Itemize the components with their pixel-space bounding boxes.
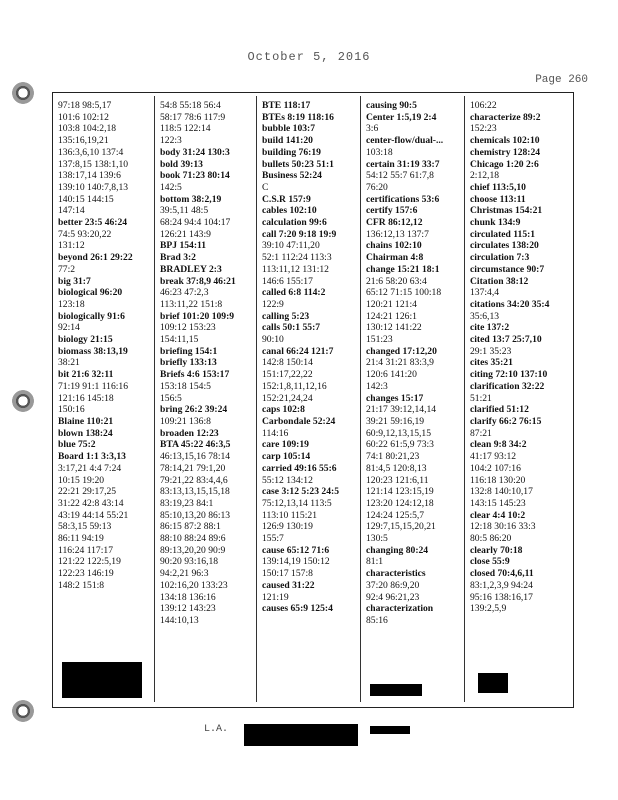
index-line: 39:5,11 48:5: [160, 205, 209, 217]
index-line: 85:10,13,20 86:13: [160, 509, 231, 521]
index-line: 21:4 31:21 83:3,9: [366, 357, 434, 369]
index-line: 113:11,12 131:12: [262, 263, 329, 275]
index-line: 65:12 71:15 100:18: [366, 287, 442, 299]
index-line: 21:6 58:20 63:4: [366, 275, 427, 287]
index-line: C: [262, 181, 269, 193]
index-line: 43:19 44:14 55:21: [58, 509, 129, 521]
index-line: Business 52:24: [262, 170, 322, 182]
index-line: 155:7: [262, 533, 284, 545]
index-line: 97:18 98:5,17: [58, 100, 112, 111]
index-line: 151:17,22,22: [262, 369, 313, 381]
index-line: chunk 134:9: [470, 217, 521, 229]
index-line: 118:5 122:14: [160, 123, 211, 135]
index-line: briefly 133:13: [160, 357, 217, 369]
index-line: 58:3,15 59:13: [58, 521, 112, 533]
index-line: chief 113:5,10: [470, 181, 526, 193]
index-line: 101:6 102:12: [58, 111, 109, 123]
index-line: BTEs 8:19 118:16: [262, 111, 334, 123]
index-line: 58:17 78:6 117:9: [160, 111, 226, 123]
index-line: briefing 154:1: [160, 345, 218, 357]
index-line: 123:20 124:12,18: [366, 497, 434, 509]
index-line: body 31:24 130:3: [160, 146, 230, 158]
index-line: 76:20: [366, 181, 388, 193]
index-line: 139:14,19 150:12: [262, 556, 330, 568]
index-line: 39:10 47:11,20: [262, 240, 320, 252]
index-line: big 31:7: [58, 275, 91, 287]
index-line: 137:4,4: [470, 287, 500, 299]
index-line: Center 1:5,19 2:4: [366, 111, 437, 123]
header-date: October 5, 2016: [247, 50, 371, 64]
index-line: closed 70:4,6,11: [470, 568, 534, 580]
index-line: caps 102:8: [262, 404, 305, 416]
index-line: change 15:21 18:1: [366, 263, 440, 275]
index-line: 142:5: [160, 181, 182, 193]
index-line: CFR 86:12,12: [366, 217, 423, 229]
index-line: 137:8,15 138:1,10: [58, 158, 129, 170]
redaction-box: [370, 684, 422, 696]
index-line: 140:15 144:15: [58, 193, 114, 205]
index-line: 114:16: [262, 427, 289, 439]
index-line: 83:19,23 84:1: [160, 497, 214, 509]
index-line: Brad 3:2: [160, 252, 196, 264]
index-line: 124:24 125:5,7: [366, 509, 425, 521]
index-line: certifications 53:6: [366, 193, 440, 205]
index-line: 116:18 130:20: [470, 474, 526, 486]
index-line: Board 1:1 3:3,13: [58, 451, 126, 463]
index-line: chains 102:10: [366, 240, 422, 252]
index-line: 71:19 91:1 116:16: [58, 380, 128, 392]
index-line: 21:17 39:12,14,14: [366, 404, 437, 416]
index-line: 90:10: [262, 334, 284, 346]
index-line: biology 21:15: [58, 334, 113, 346]
punch-hole-middle: [12, 390, 34, 412]
index-line: characteristics: [366, 568, 426, 580]
redaction-box: [370, 726, 410, 734]
index-line: center-flow/dual-...: [366, 135, 444, 147]
index-line: 85:16: [366, 614, 388, 626]
index-line: 130:5: [366, 533, 388, 545]
index-line: 126:9 130:19: [262, 521, 313, 533]
index-line: 148:2 151:8: [58, 579, 105, 591]
index-line: Citation 38:12: [470, 275, 529, 287]
index-line: 142:3: [366, 380, 388, 392]
index-line: 52:1 112:24 113:3: [262, 252, 332, 264]
index-line: circulates 138:20: [470, 240, 539, 252]
index-line: close 55:9: [470, 556, 510, 568]
index-line: 113:10 115:21: [262, 509, 317, 521]
index-line: C.S.R 157:9: [262, 193, 311, 205]
index-line: 150:16: [58, 404, 85, 416]
index-line: caused 31:22: [262, 579, 315, 591]
index-line: clean 9:8 34:2: [470, 439, 527, 451]
index-line: 142:8 150:14: [262, 357, 313, 369]
index-line: 121:14 123:15,19: [366, 486, 434, 498]
index-line: 10:15 19:20: [58, 474, 105, 486]
index-line: BTE 118:17: [262, 100, 311, 111]
index-line: cause 65:12 71:6: [262, 544, 330, 556]
index-line: 122:23 146:19: [58, 568, 114, 580]
index-line: 2:12,18: [470, 170, 500, 182]
index-line: causing 90:5: [366, 100, 417, 111]
index-line: 94:2,21 96:3: [160, 568, 209, 580]
index-line: 3:6: [366, 123, 379, 135]
index-line: 153:18 154:5: [160, 380, 211, 392]
index-line: 156:5: [160, 392, 182, 404]
index-line: 152:23: [470, 123, 497, 135]
index-line: 39:21 59:16,19: [366, 415, 425, 427]
index-line: cite 137:2: [470, 322, 510, 334]
index-line: 130:12 141:22: [366, 322, 422, 334]
index-line: 144:10,13: [160, 614, 199, 626]
index-line: 86:15 87:2 88:1: [160, 521, 221, 533]
index-line: 83:13,13,15,15,18: [160, 486, 230, 498]
index-line: broaden 12:23: [160, 427, 219, 439]
index-line: clearly 70:18: [470, 544, 523, 556]
index-line: 37:20 86:9,20: [366, 579, 420, 591]
redaction-box: [62, 662, 142, 698]
index-line: 124:21 126:1: [366, 310, 417, 322]
index-line: 129:7,15,15,20,21: [366, 521, 436, 533]
index-line: 74:1 80:21,23: [366, 451, 420, 463]
index-line: 143:15 145:23: [470, 497, 526, 509]
index-line: 83:1,2,3,9 94:24: [470, 579, 533, 591]
index-line: BPJ 154:11: [160, 240, 207, 252]
index-line: calculation 99:6: [262, 217, 327, 229]
index-line: 151:23: [366, 334, 393, 346]
index-line: 136:12,13 137:7: [366, 228, 429, 240]
index-line: bottom 38:2,19: [160, 193, 222, 205]
index-line: 139:12 143:23: [160, 603, 216, 615]
index-line: clarified 51:12: [470, 404, 529, 416]
index-line: 38:21: [58, 357, 80, 369]
index-line: 77:2: [58, 263, 76, 275]
column-divider: [256, 96, 257, 702]
index-line: circumstance 90:7: [470, 263, 545, 275]
index-line: 132:8 140:10,17: [470, 486, 533, 498]
index-line: brief 101:20 109:9: [160, 310, 235, 322]
index-line: bubble 103:7: [262, 123, 316, 135]
index-line: care 109:19: [262, 439, 309, 451]
index-line: citations 34:20 35:4: [470, 298, 550, 310]
index-line: cites 35:21: [470, 357, 513, 369]
index-line: 121:16 145:18: [58, 392, 114, 404]
index-line: Blaine 110:21: [58, 415, 114, 427]
index-line: 146:6 155:17: [262, 275, 313, 287]
index-line: bit 21:6 32:11: [58, 369, 114, 381]
index-line: 126:21 143:9: [160, 228, 211, 240]
index-line: 92:4 96:21,23: [366, 591, 420, 603]
index-line: certain 31:19 33:7: [366, 158, 440, 170]
index-line: chemistry 128:24: [470, 146, 541, 158]
index-line: case 3:12 5:23 24:5: [262, 486, 339, 498]
index-column-3: [262, 100, 358, 704]
index-line: 121:22 122:5,19: [58, 556, 121, 568]
index-line: 60:9,12,13,15,15: [366, 427, 432, 439]
punch-hole-bottom: [12, 700, 34, 722]
index-line: 46:13,15,16 78:14: [160, 451, 231, 463]
index-column-5: [470, 100, 570, 704]
index-column-2: [160, 100, 254, 704]
index-line: 138:17,14 139:6: [58, 170, 121, 182]
index-line: 87:21: [470, 427, 492, 439]
index-line: 75:12,13,14 113:5: [262, 497, 332, 509]
index-line: 46:23 47:2,3: [160, 287, 209, 299]
index-line: 120:6 141:20: [366, 369, 417, 381]
index-line: 95:16 138:16,17: [470, 591, 533, 603]
index-line: circulated 115:1: [470, 228, 536, 240]
index-line: 102:16,20 133:23: [160, 579, 228, 591]
index-line: building 76:19: [262, 146, 321, 158]
index-line: clear 4:4 10:2: [470, 509, 526, 521]
index-line: calling 5:23: [262, 310, 310, 322]
index-line: 113:11,22 151:8: [160, 298, 223, 310]
index-line: Chairman 4:8: [366, 252, 424, 264]
index-line: biomass 38:13,19: [58, 345, 128, 357]
index-line: 29:1 35:23: [470, 345, 512, 357]
index-line: blue 75:2: [58, 439, 96, 451]
index-line: 88:10 88:24 89:6: [160, 533, 226, 545]
index-line: break 37:8,9 46:21: [160, 275, 236, 287]
index-line: 80:5 86:20: [470, 533, 512, 545]
index-line: 109:12 153:23: [160, 322, 216, 334]
index-line: 35:6,13: [470, 310, 500, 322]
index-line: 51:21: [470, 392, 492, 404]
index-line: 120:21 121:4: [366, 298, 417, 310]
index-line: bold 39:13: [160, 158, 203, 170]
index-line: biological 96:20: [58, 287, 123, 299]
index-line: 55:12 134:12: [262, 474, 313, 486]
index-line: 120:23 121:6,11: [366, 474, 429, 486]
index-line: 89:13,20,20 90:9: [160, 544, 226, 556]
index-line: 103:8 104:2,18: [58, 123, 117, 135]
index-line: 154:11,15: [160, 334, 199, 346]
index-column-4: [366, 100, 462, 704]
index-line: changed 17:12,20: [366, 345, 437, 357]
index-line: 81:1: [366, 556, 384, 568]
index-line: 147:14: [58, 205, 85, 217]
index-line: canal 66:24 121:7: [262, 345, 334, 357]
index-line: causes 65:9 125:4: [262, 603, 333, 615]
index-line: 150:17 157:8: [262, 568, 313, 580]
index-line: characterization: [366, 603, 434, 615]
index-line: cables 102:10: [262, 205, 317, 217]
index-line: 109:21 136:8: [160, 415, 211, 427]
index-line: 116:24 117:17: [58, 544, 113, 556]
index-line: 60:22 61:5,9 73:3: [366, 439, 434, 451]
index-line: 3:17,21 4:4 7:24: [58, 462, 122, 474]
index-line: BTA 45:22 46:3,5: [160, 439, 231, 451]
column-divider: [154, 96, 155, 702]
index-line: 103:18: [366, 146, 393, 158]
index-line: 12:18 30:16 33:3: [470, 521, 536, 533]
index-line: 134:18 136:16: [160, 591, 216, 603]
index-line: 152:1,8,11,12,16: [262, 380, 327, 392]
index-line: 123:18: [58, 298, 85, 310]
index-line: 79:21,22 83:4,4,6: [160, 474, 228, 486]
index-line: 54:8 55:18 56:4: [160, 100, 221, 111]
index-line: 136:3,6,10 137:4: [58, 146, 124, 158]
column-divider: [360, 96, 361, 702]
header-page-number: Page 260: [535, 74, 588, 86]
index-line: changes 15:17: [366, 392, 424, 404]
column-divider: [464, 96, 465, 702]
index-line: 54:12 55:7 61:7,8: [366, 170, 434, 182]
index-line: Carbondale 52:24: [262, 415, 336, 427]
index-line: called 6:8 114:2: [262, 287, 326, 299]
index-line: 41:17 93:12: [470, 451, 517, 463]
redaction-box: [478, 673, 508, 693]
index-line: clarification 32:22: [470, 380, 545, 392]
index-line: 22:21 29:17,25: [58, 486, 117, 498]
index-line: 68:24 94:4 104:17: [160, 217, 231, 229]
index-line: 139:2,5,9: [470, 603, 507, 615]
index-line: biologically 91:6: [58, 310, 125, 322]
index-line: 106:22: [470, 100, 497, 111]
footer-mark: L.A.: [204, 724, 229, 735]
index-line: 121:19: [262, 591, 289, 603]
index-line: 131:12: [58, 240, 85, 252]
index-line: characterize 89:2: [470, 111, 541, 123]
index-line: Chicago 1:20 2:6: [470, 158, 539, 170]
index-line: 90:20 93:16,18: [160, 556, 219, 568]
index-line: carried 49:16 55:6: [262, 462, 337, 474]
index-line: 135:16,19,21: [58, 135, 109, 147]
index-line: carp 105:14: [262, 451, 311, 463]
index-line: clarify 66:2 76:15: [470, 415, 542, 427]
index-line: 104:2 107:16: [470, 462, 521, 474]
index-line: 86:11 94:19: [58, 533, 104, 545]
index-line: bring 26:2 39:24: [160, 404, 228, 416]
index-line: call 7:20 9:18 19:9: [262, 228, 337, 240]
punch-hole-top: [12, 82, 34, 104]
index-line: calls 50:1 55:7: [262, 322, 321, 334]
index-line: Christmas 154:21: [470, 205, 543, 217]
index-line: cited 13:7 25:7,10: [470, 334, 542, 346]
index-line: changing 80:24: [366, 544, 429, 556]
index-line: circulation 7:3: [470, 252, 530, 264]
index-line: book 71:23 80:14: [160, 170, 230, 182]
index-line: certify 157:6: [366, 205, 418, 217]
index-line: 152:21,24,24: [262, 392, 313, 404]
index-line: 74:5 93:20,22: [58, 228, 112, 240]
index-line: better 23:5 46:24: [58, 217, 128, 229]
index-line: 92:14: [58, 322, 80, 334]
index-line: citing 72:10 137:10: [470, 369, 548, 381]
index-line: build 141:20: [262, 135, 313, 147]
index-line: 122:3: [160, 135, 182, 147]
index-line: chemicals 102:10: [470, 135, 540, 147]
index-line: blown 138:24: [58, 427, 113, 439]
index-line: beyond 26:1 29:22: [58, 252, 133, 264]
index-line: BRADLEY 2:3: [160, 263, 222, 275]
index-line: Briefs 4:6 153:17: [160, 369, 230, 381]
index-line: choose 113:11: [470, 193, 526, 205]
index-line: 122:9: [262, 298, 284, 310]
index-column-1: [58, 100, 152, 704]
redaction-box: [244, 724, 358, 746]
index-line: 81:4,5 120:8,13: [366, 462, 427, 474]
index-line: 31:22 42:8 43:14: [58, 497, 124, 509]
index-line: 139:10 140:7,8,13: [58, 181, 129, 193]
index-line: bullets 50:23 51:1: [262, 158, 334, 170]
index-line: 78:14,21 79:1,20: [160, 462, 226, 474]
